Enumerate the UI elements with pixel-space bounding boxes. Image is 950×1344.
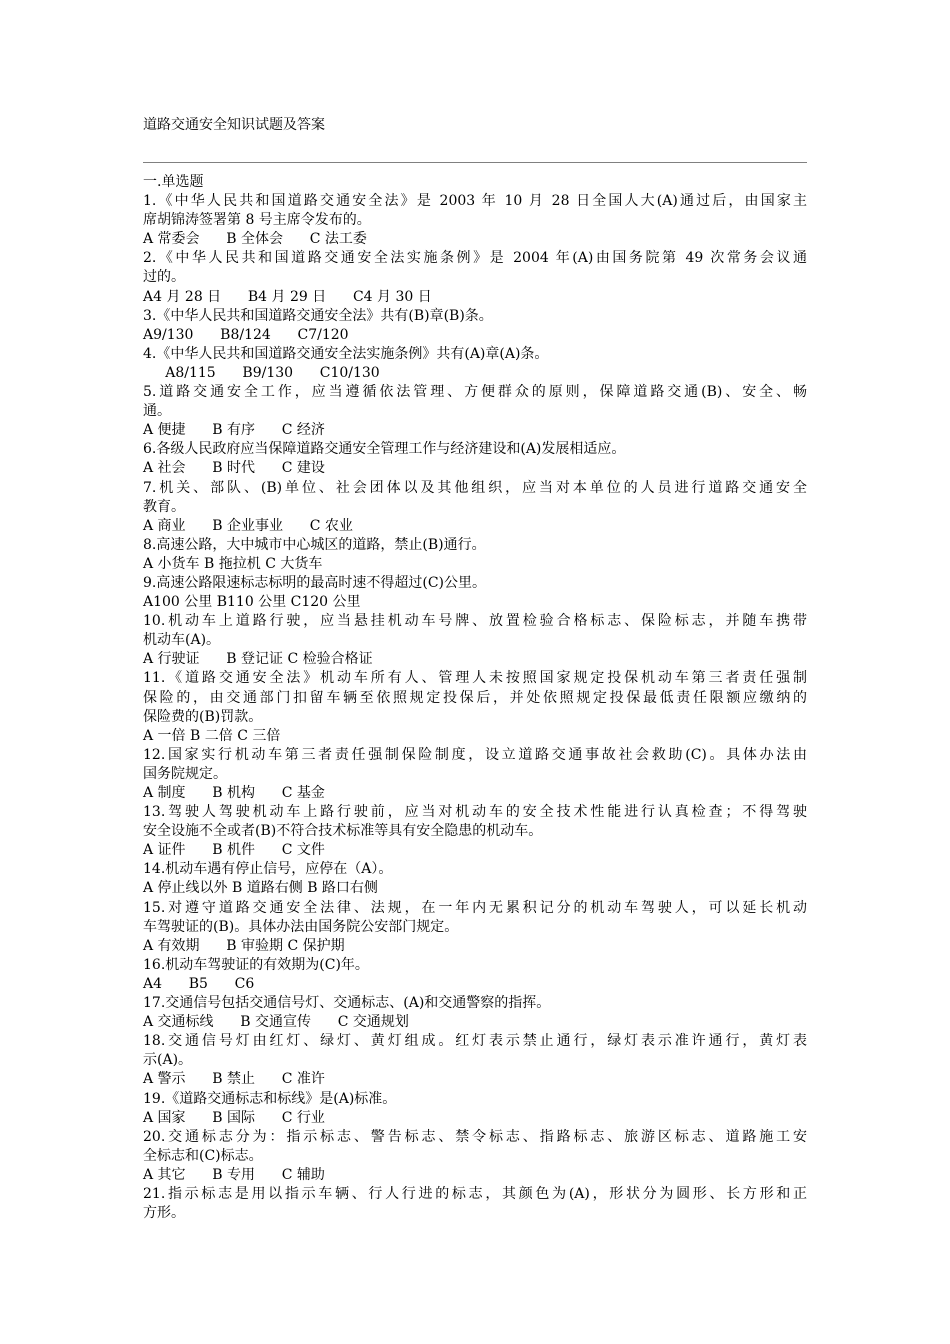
- text-line: 21.指示标志是用以指示车辆、行人行进的标志，其颜色为(A)，形状分为圆形、长方形和正: [143, 1185, 807, 1202]
- text-line: 15.对遵守道路交通安全法律、法规，在一年内无累积记分的机动车驾驶人，可以延长机动: [143, 899, 807, 916]
- text-line: 3.《中华人民共和国道路交通安全法》共有(B)章(B)条。: [143, 307, 493, 324]
- text-line: A 一倍 B 二倍 C 三倍: [143, 727, 281, 744]
- text-line: A100 公里 B110 公里 C120 公里: [143, 594, 361, 611]
- text-line: A 有效期 B 审验期 C 保护期: [143, 937, 345, 954]
- text-line: A9/130 B8/124 C7/120: [143, 326, 349, 343]
- text-line: 示(A)。: [143, 1052, 193, 1069]
- text-line: 17.交通信号包括交通信号灯、交通标志、(A)和交通警察的指挥。: [143, 995, 551, 1012]
- text-line: A4 B5 C6: [143, 975, 255, 992]
- text-line: 机动车(A)。: [143, 632, 221, 649]
- text-line: 通。: [143, 403, 171, 420]
- text-line: A 停止线以外 B 道路右侧 B 路口右侧: [143, 880, 378, 897]
- text-line: 9.高速公路限速标志标明的最高时速不得超过(C)公里。: [143, 574, 486, 591]
- text-line: A 交通标线 B 交通宣传 C 交通规划: [143, 1014, 409, 1031]
- text-line: 12.国家实行机动车第三者责任强制保险制度，设立道路交通事故社会救助(C)。具体办法由: [143, 746, 807, 763]
- text-line: 国务院规定。: [143, 765, 227, 782]
- text-line: 19.《道路交通标志和标线》是(A)标准。: [143, 1090, 397, 1107]
- document-title: 道路交通安全知识试题及答案: [143, 117, 325, 133]
- text-line: 教育。: [143, 498, 185, 515]
- text-line: 11.《道路交通安全法》机动车所有人、管理人未按照国家规定投保机动车第三者责任强制: [143, 670, 807, 687]
- text-line: 车驾驶证的(B)。具体办法由国务院公安部门规定。: [143, 918, 459, 935]
- text-line: 6.各级人民政府应当保障道路交通安全管理工作与经济建设和(A)发展相适应。: [143, 441, 626, 458]
- text-line: 14.机动车遇有停止信号，应停在（A）。: [143, 861, 393, 878]
- text-line: A4 月 28 日 B4 月 29 日 C4 月 30 日: [143, 288, 432, 305]
- text-line: 过的。: [143, 269, 185, 286]
- header-divider: [143, 162, 807, 163]
- text-line: 13.驾驶人驾驶机动车上路行驶前，应当对机动车的安全技术性能进行认真检查；不得驾驶: [143, 804, 807, 821]
- text-line: A 便捷 B 有序 C 经济: [143, 422, 325, 439]
- text-line: 全标志和(C)标志。: [143, 1147, 263, 1164]
- text-line: 5.道路交通安全工作，应当遵循依法管理、方便群众的原则，保障道路交通(B)、安全、畅: [143, 384, 807, 401]
- text-line: A8/115 B9/130 C10/130: [143, 364, 380, 381]
- text-line: 16.机动车驾驶证的有效期为(C)年。: [143, 956, 369, 973]
- text-line: 7.机关、部队、(B)单位、社会团体以及其他组织，应当对本单位的人员进行道路交通安全: [143, 479, 807, 496]
- text-line: A 商业 B 企业事业 C 农业: [143, 517, 353, 534]
- text-line: 1.《中华人民共和国道路交通安全法》是 2003 年 10 月 28 日全国人大(A)通过后，由国家主: [143, 193, 807, 210]
- text-line: 方形。: [143, 1205, 185, 1222]
- text-line: 保险的，由交通部门扣留车辆至依照规定投保后，并处依照规定投保最低责任限额应缴纳的: [143, 689, 807, 706]
- text-line: A 制度 B 机构 C 基金: [143, 785, 325, 801]
- text-line: A 警示 B 禁止 C 准许: [143, 1071, 325, 1088]
- text-line: 8.高速公路，大中城市中心城区的道路，禁止(B)通行。: [143, 536, 486, 553]
- text-line: 席胡锦涛签署第 8 号主席令发布的。: [143, 212, 371, 229]
- text-line: 2.《中华人民共和国道路交通安全法实施条例》是 2004 年(A)由国务院第 49 次常务会议通: [143, 250, 807, 267]
- text-line: 保险费的(B)罚款。: [143, 708, 263, 725]
- text-line: A 行驶证 B 登记证 C 检验合格证: [143, 651, 373, 668]
- text-line: A 常委会 B 全体会 C 法工委: [143, 231, 367, 248]
- document-body: [143, 173, 807, 1223]
- text-line: A 其它 B 专用 C 辅助: [143, 1166, 325, 1183]
- text-line: 一.单选题: [143, 174, 204, 190]
- text-line: A 社会 B 时代 C 建设: [143, 460, 325, 477]
- text-line: A 小货车 B 拖拉机 C 大货车: [143, 555, 323, 572]
- text-line: 20.交通标志分为：指示标志、警告标志、禁令标志、指路标志、旅游区标志、道路施工安: [143, 1128, 807, 1145]
- text-line: 安全设施不全或者(B)不符合技术标准等具有安全隐患的机动车。: [143, 823, 543, 840]
- text-line: 4.《中华人民共和国道路交通安全法实施条例》共有(A)章(A)条。: [143, 345, 549, 362]
- text-line: A 国家 B 国际 C 行业: [143, 1109, 325, 1126]
- text-line: A 证件 B 机件 C 文件: [143, 842, 325, 859]
- text-line: 10.机动车上道路行驶，应当悬挂机动车号牌、放置检验合格标志、保险标志，并随车携带: [143, 613, 807, 630]
- text-line: 18.交通信号灯由红灯、绿灯、黄灯组成。红灯表示禁止通行，绿灯表示准许通行，黄灯表: [143, 1033, 807, 1050]
